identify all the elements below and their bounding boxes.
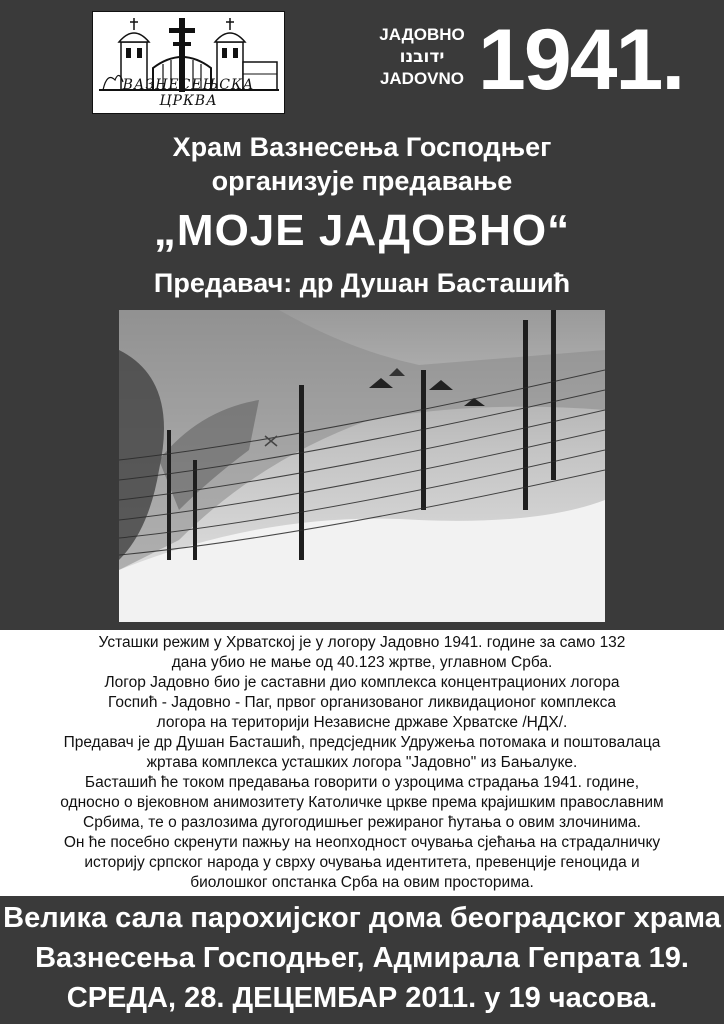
- jadovno-latin: JADOVNO: [379, 69, 465, 88]
- jadovno-title-block: [372, 24, 472, 90]
- address-line: Вазнесења Господњег, Адмирала Гепрата 19.: [35, 942, 689, 974]
- lecturer-line: Предавач: др Душан Басташић: [153, 268, 571, 298]
- body-line: дана убио не мање од 40.123 жртве, углавном Срба.: [171, 654, 553, 671]
- organizer-line: Храм Вазнесења Господњег: [172, 132, 552, 162]
- logo-caption: ВАЗНЕСЕЊСКА ЦРКВА: [122, 77, 255, 109]
- lecture-title: „МОЈЕ ЈАДОВНО“: [153, 206, 571, 255]
- barbed-wire-photo-icon: [119, 310, 605, 622]
- camp-photo: [119, 310, 605, 622]
- body-line: Србима, те о разлозима дугогодишњег режираног ћутања о овим злочинима.: [83, 814, 641, 831]
- body-line: Логор Јадовно био је саставни дио комплекса концентрационих логора: [104, 674, 620, 691]
- venue-line: Велика сала парохијског дома београдског храма: [3, 902, 721, 934]
- church-logo: [92, 11, 285, 114]
- jadovno-hebrew: ידובנו: [399, 47, 445, 67]
- body-line: историју српског народа у сврху очувања идентитета, превенције геноцида и: [84, 854, 640, 871]
- description-panel: [0, 630, 724, 896]
- date-time-line: СРЕДА, 28. ДЕЦЕМБАР 2011. у 19 часова.: [66, 982, 658, 1014]
- body-line: Басташић ће током предавања говорити о узроцима страдања 1941. године,: [84, 774, 640, 791]
- body-line: логора на територији Независне државе Хрватске /НДХ/.: [156, 714, 568, 731]
- body-line: односно о вјековном анимозитету Католичке цркве према крајишким православним: [60, 794, 664, 811]
- body-line: Предавач је др Душан Басташић, предсједник Удружења потомака и поштовалаца: [63, 734, 661, 751]
- body-line: Усташки режим у Хрватској је у логору Јадовно 1941. године за само 132: [98, 634, 626, 651]
- event-details: [0, 898, 724, 1018]
- jadovno-cyrillic: ЈАДОВНО: [379, 25, 465, 44]
- body-line: Он ће посебно скренути пажњу на неопходност очувања сјећања на страдалничку: [63, 834, 661, 851]
- body-line: Госпић - Јадовно - Паг, првог организованог ликвидационог комплекса: [108, 694, 616, 711]
- body-line: биолошког опстанка Срба на овим просторима.: [190, 874, 534, 891]
- body-line: жртава комплекса усташких логора "Јадовно" из Бањалуке.: [146, 754, 578, 771]
- year-title: 1941.: [478, 12, 684, 108]
- organizer-subline: организује предавање: [211, 166, 513, 196]
